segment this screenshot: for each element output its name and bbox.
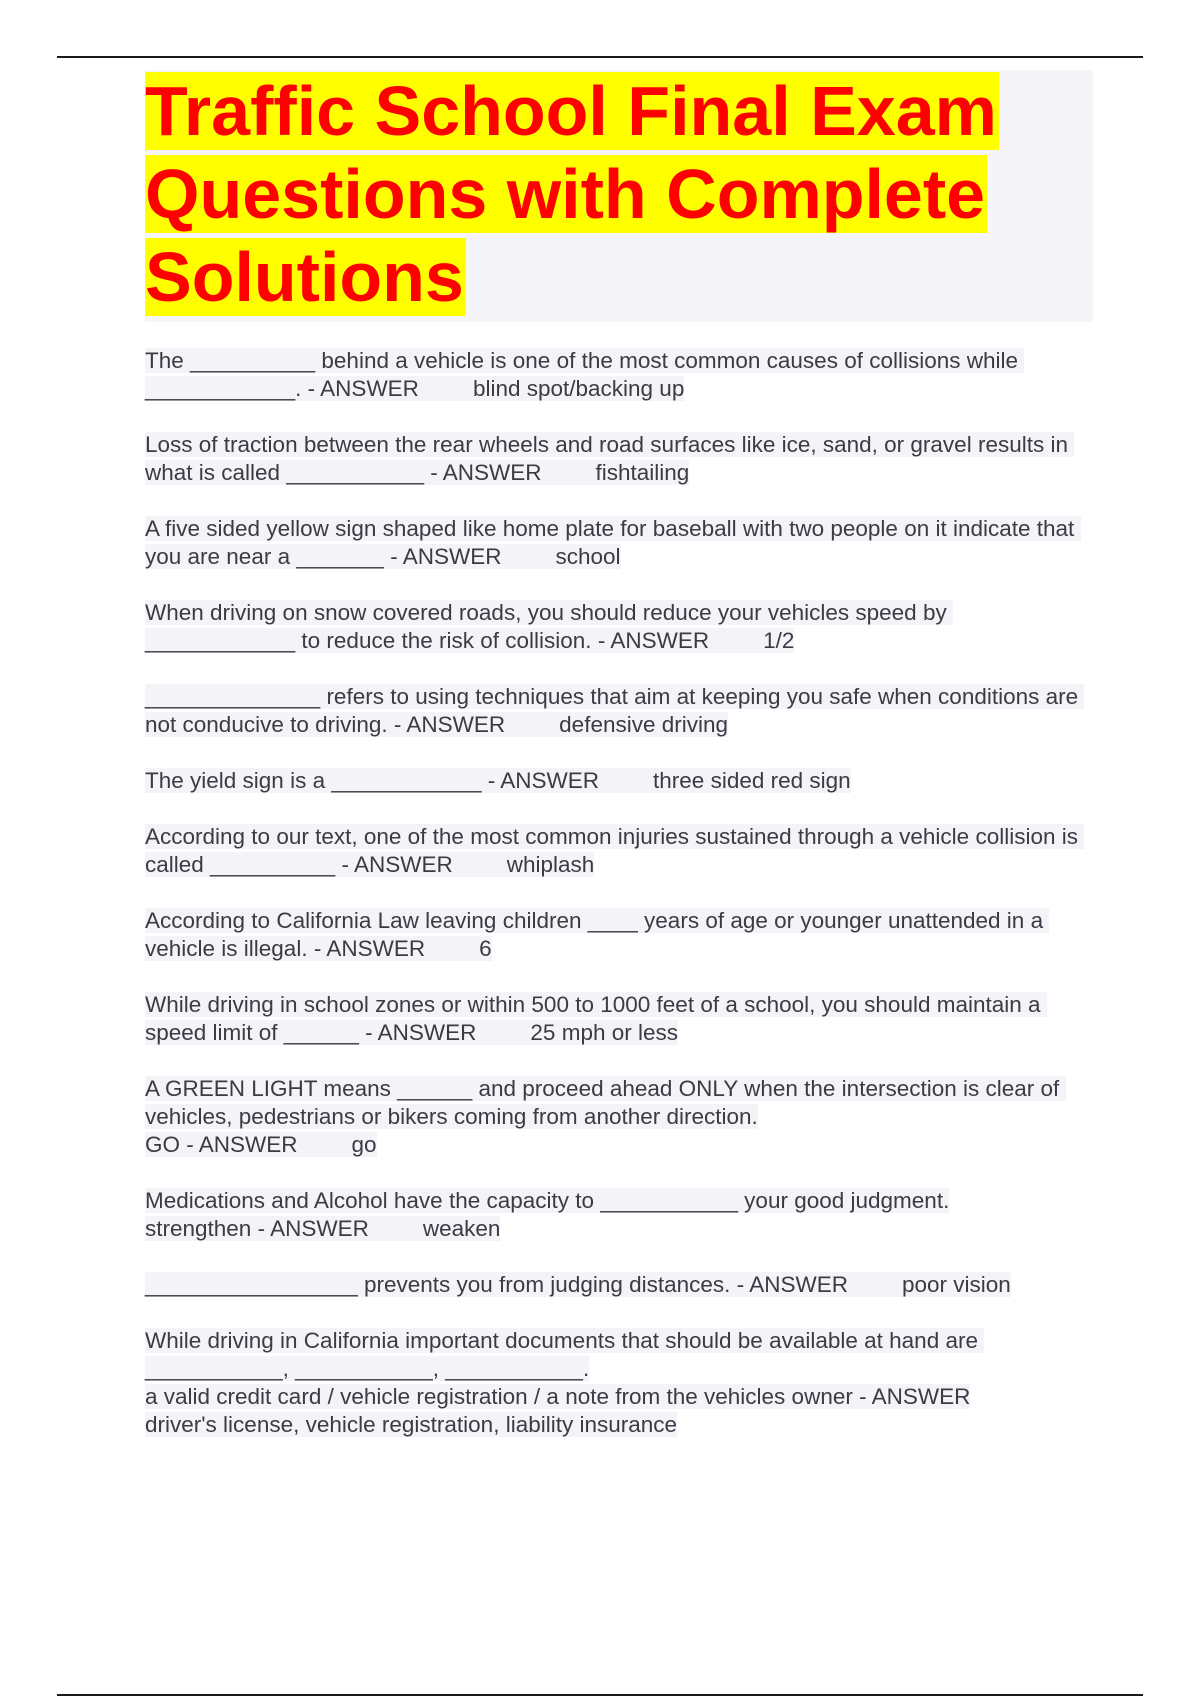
qa-item <box>145 1187 1093 1243</box>
question-text: A GREEN LIGHT means ______ and proceed ahead ONLY when the intersection is clear of vehicles, pedestrians or bikers coming from another direction. GO <box>145 1076 1060 1157</box>
qa-item <box>145 515 1093 571</box>
answer-separator: - ANSWER <box>597 628 710 653</box>
qa-text <box>145 432 1074 485</box>
title-highlight: Traffic School Final Exam Questions with Complete Solutions <box>145 72 997 316</box>
qa-text <box>145 1272 1011 1297</box>
answer-separator: - ANSWER <box>487 768 600 793</box>
qa-item <box>145 767 1093 795</box>
bottom-divider <box>57 1694 1143 1696</box>
answer-text: driver's license, vehicle registration, liability insurance <box>145 1412 678 1437</box>
question-text: A five sided yellow sign shaped like home plate for baseball with two people on it indicate that you are near a _______ <box>145 516 1081 569</box>
qa-item <box>145 1271 1093 1299</box>
answer-separator: - ANSWER <box>393 712 506 737</box>
qa-text <box>145 824 1084 877</box>
qa-text <box>145 992 1047 1045</box>
qa-text <box>145 684 1084 737</box>
question-text: When driving on snow covered roads, you should reduce your vehicles speed by ____________ to reduce the risk of collision. <box>145 600 953 653</box>
qa-item <box>145 599 1093 655</box>
answer-separator: - ANSWER <box>341 852 453 877</box>
document-page <box>145 70 1093 1467</box>
answer-separator: - ANSWER <box>186 1132 298 1157</box>
answer-text: fishtailing <box>595 460 690 485</box>
answer-text: weaken <box>422 1216 501 1241</box>
question-text: According to California Law leaving children ____ years of age or younger unattended in a vehicle is illegal. <box>145 908 1050 961</box>
qa-item <box>145 1327 1093 1439</box>
answer-separator: - ANSWER <box>430 460 542 485</box>
qa-item <box>145 683 1093 739</box>
question-text: Loss of traction between the rear wheels and road surfaces like ice, sand, or gravel results in what is called ___________ <box>145 432 1075 485</box>
qa-item <box>145 991 1093 1047</box>
answer-text: 25 mph or less <box>530 1020 678 1045</box>
question-text: _________________ prevents you from judging distances. <box>145 1272 737 1297</box>
answer-separator: - ANSWER <box>365 1020 477 1045</box>
qa-item <box>145 431 1093 487</box>
qa-text <box>145 600 953 653</box>
qa-text <box>145 516 1081 569</box>
answer-separator: - ANSWER <box>313 936 426 961</box>
answer-separator: - ANSWER <box>307 376 419 401</box>
qa-text <box>145 768 851 793</box>
answer-text: poor vision <box>901 1272 1011 1297</box>
question-text: While driving in California important documents that should be available at hand are ___________, ___________, ___________. a valid credit card / vehicle registration / a note from the vehicles owner <box>145 1328 978 1409</box>
answer-text: school <box>555 544 621 569</box>
qa-text <box>145 908 1049 961</box>
question-answer-list <box>145 347 1093 1439</box>
answer-text: defensive driving <box>559 712 729 737</box>
title-block <box>145 70 1093 322</box>
answer-text: 6 <box>479 936 492 961</box>
top-divider <box>57 56 1143 58</box>
qa-text <box>145 348 1024 401</box>
question-text: ______________ refers to using techniques that aim at keeping you safe when conditions are not conducive to driving. <box>145 684 1085 737</box>
answer-text: blind spot/backing up <box>472 376 685 401</box>
qa-text <box>145 1328 984 1437</box>
answer-text: 1/2 <box>763 628 795 653</box>
question-text: The __________ behind a vehicle is one of the most common causes of collisions while ____________. <box>145 348 1025 401</box>
answer-separator: - ANSWER <box>736 1272 848 1297</box>
question-text: According to our text, one of the most common injuries sustained through a vehicle collision is called __________ <box>145 824 1085 877</box>
question-text: Medications and Alcohol have the capacity to ___________ your good judgment. strengthen <box>145 1188 950 1241</box>
answer-separator: - ANSWER <box>859 1384 971 1409</box>
question-text: While driving in school zones or within 500 to 1000 feet of a school, you should maintain a speed limit of ______ <box>145 992 1047 1045</box>
qa-item <box>145 823 1093 879</box>
answer-text: go <box>351 1132 377 1157</box>
qa-text <box>145 1188 949 1241</box>
answer-separator: - ANSWER <box>257 1216 369 1241</box>
qa-item <box>145 1075 1093 1159</box>
answer-text: whiplash <box>506 852 595 877</box>
qa-item <box>145 907 1093 963</box>
qa-text <box>145 1076 1066 1157</box>
question-text: The yield sign is a ____________ <box>145 768 488 793</box>
answer-separator: - ANSWER <box>390 544 502 569</box>
document-title <box>145 70 1065 319</box>
qa-item <box>145 347 1093 403</box>
answer-text: three sided red sign <box>653 768 851 793</box>
